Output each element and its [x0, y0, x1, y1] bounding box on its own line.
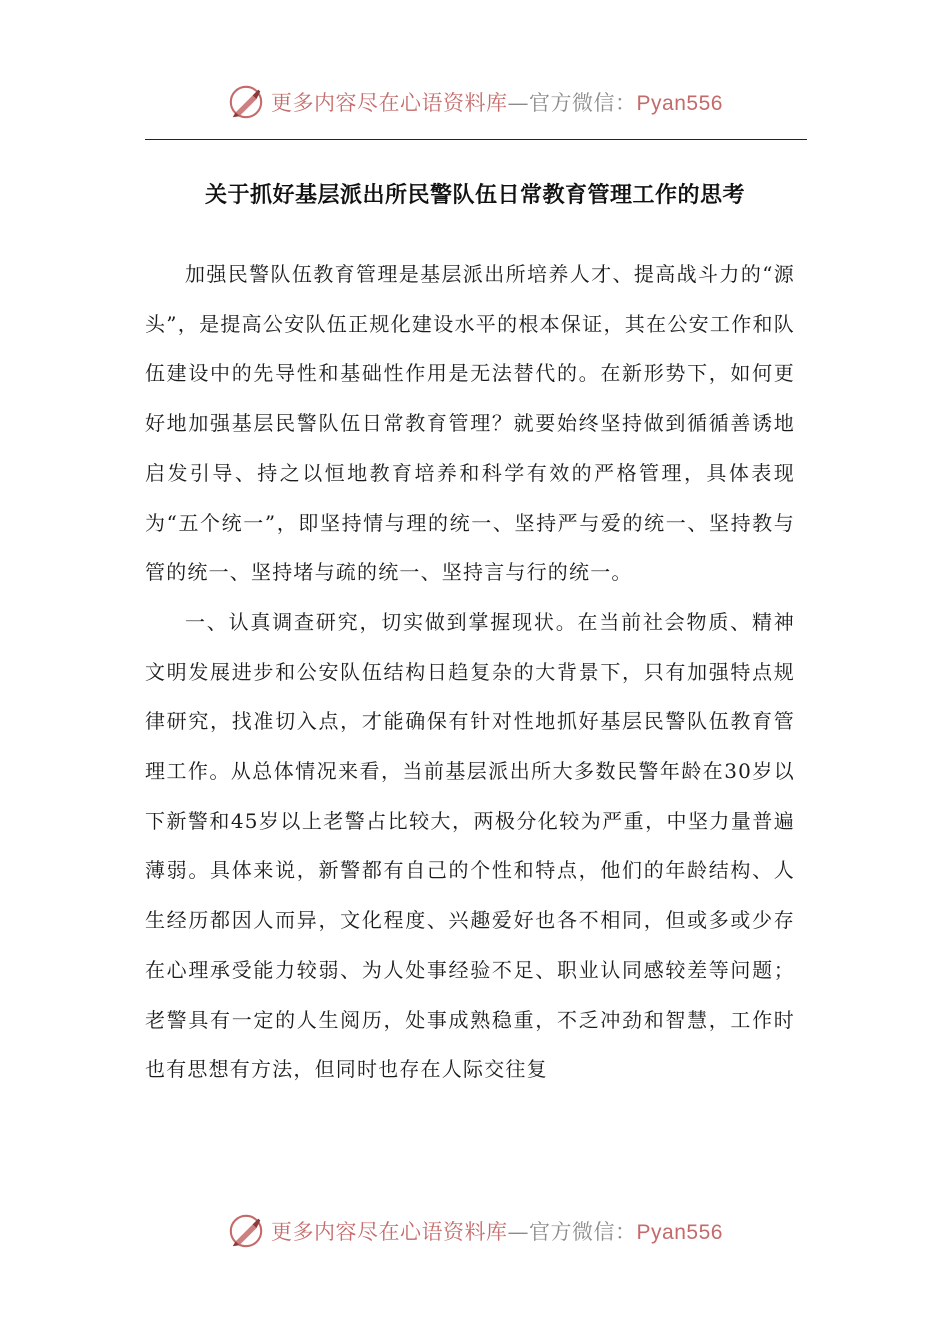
pen-logo-icon	[227, 1212, 265, 1250]
footer-banner-text: 更多内容尽在心语资料库—官方微信：Pyan556	[271, 1220, 723, 1244]
document-body	[145, 250, 795, 1095]
paragraph-intro: 加强民警队伍教育管理是基层派出所培养人才、提高战斗力的“源头”，是提高公安队伍正规化建设水平的根本保证，其在公安工作和队伍建设中的先导性和基础性作用是无法替代的。在新形势下，如何更好地加强基层民警队伍日常教育管理？就要始终坚持做到循循善诱地启发引导、持之以恒地教育培养和科学有效的严格管理，具体表现为“五个统一”，即坚持情与理的统一、坚持严与爱的统一、坚持教与管的统一、坚持堵与疏的统一、坚持言与行的统一。	[145, 262, 795, 585]
pen-logo-icon	[227, 83, 265, 121]
footer-watermark-banner	[0, 1209, 950, 1253]
header-watermark-banner	[0, 80, 950, 124]
header-divider	[145, 139, 807, 140]
paragraph-section-one: 一、认真调查研究，切实做到掌握现状。在当前社会物质、精神文明发展进步和公安队伍结构日趋复杂的大背景下，只有加强特点规律研究，找准切入点，才能确保有针对性地抓好基层民警队伍教育管理工作。从总体情况来看，当前基层派出所大多数民警年龄在30岁以下新警和45岁以上老警占比较大，两极分化较为严重，中坚力量普遍薄弱。具体来说，新警都有自己的个性和特点，他们的年龄结构、人生经历都因人而异，文化程度、兴趣爱好也各不相同，但或多或少存在心理承受能力较弱、为人处事经验不足、职业认同感较差等问题；老警具有一定的人生阅历，处事成熟稳重，不乏冲劲和智慧，工作时也有思想有方法，但同时也存在人际交往复	[145, 609, 795, 1082]
document-title: 关于抓好基层派出所民警队伍日常教育管理工作的思考	[204, 182, 745, 208]
header-banner-text: 更多内容尽在心语资料库—官方微信：Pyan556	[271, 91, 723, 115]
